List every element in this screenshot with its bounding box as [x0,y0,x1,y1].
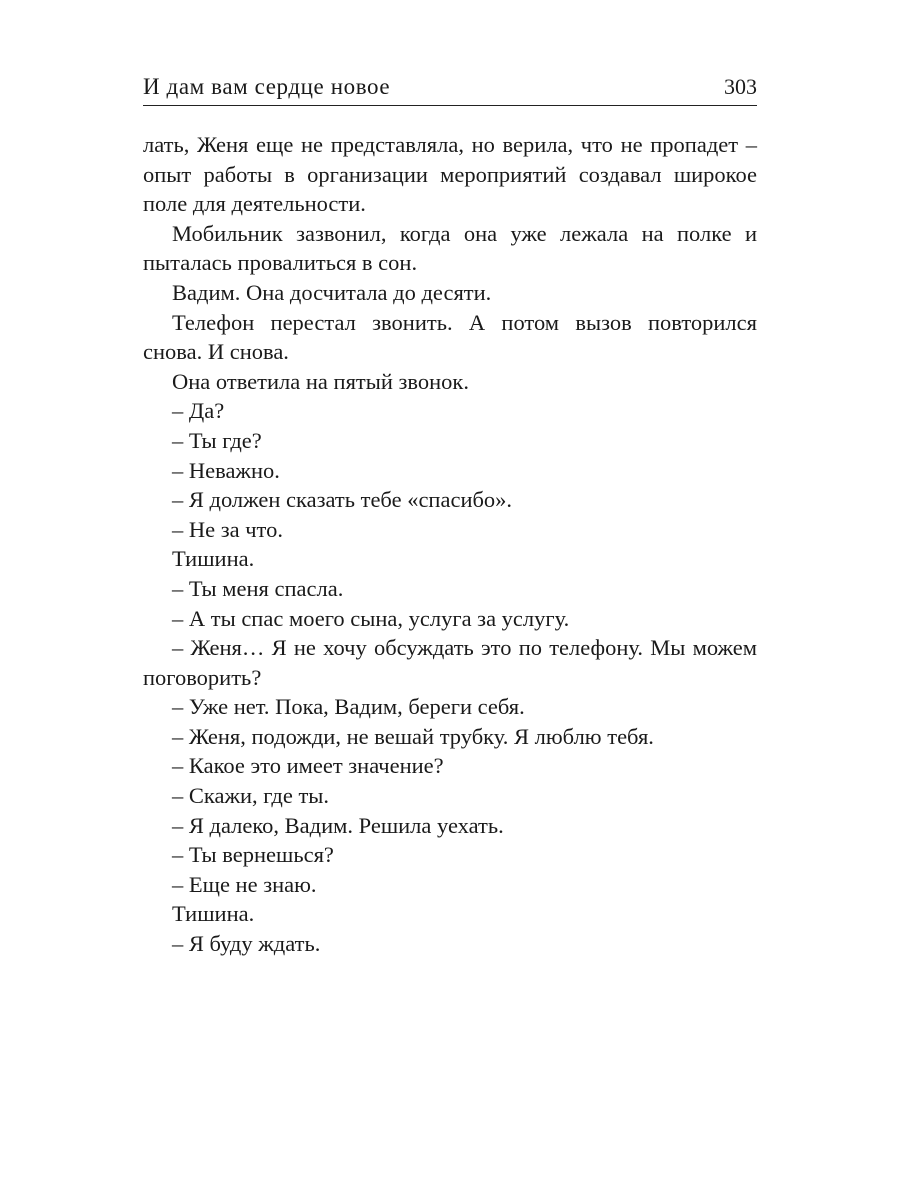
dialogue-line: – Да? [172,398,225,424]
dialogue-line: – Скажи, где ты. [172,783,330,809]
dialogue-line: – Уже нет. Пока, Вадим, береги себя. [172,694,525,720]
paragraph: Тишина. [172,901,255,927]
paragraph-continuation: лать, Женя еще не представляла, но верила, что не пропадет – опыт работы в организации мероприятий создавал широкое поле для деятельности. [143,132,757,217]
dialogue-line: – Я должен сказать тебе «спасибо». [172,487,513,513]
paragraph: Тишина. [172,546,255,572]
dialogue-line: – Я далеко, Вадим. Решила уехать. [172,812,504,838]
book-title: И дам вам сердце новое [143,74,391,99]
dialogue-line: – Ты вернешься? [172,842,334,868]
dialogue-line: – Какое это имеет значение? [172,753,444,779]
page-number: 303 [724,74,757,99]
paragraph: Она ответила на пятый звонок. [172,368,469,394]
paragraph: Мобильник зазвонил, когда она уже лежала на полке и пыталась провалиться в сон. [143,220,757,276]
dialogue-line: – Ты где? [172,427,262,453]
body-text [143,130,757,959]
dialogue-line: – Неважно. [172,457,280,483]
dialogue-line: – Ты меня спасла. [172,575,344,601]
running-head [143,68,757,100]
dialogue-line: – Женя… Я не хочу обсуждать это по телефону. Мы можем поговорить? [143,635,757,690]
dialogue-line: – Женя, подожди, не вешай трубку. Я люблю тебя. [172,723,654,749]
paragraph: Телефон перестал звонить. А потом вызов повторился снова. И снова. [143,309,757,365]
dialogue-line: – А ты спас моего сына, услуга за услугу. [172,605,570,631]
dialogue-line: – Я буду ждать. [172,931,321,957]
paragraph: Вадим. Она досчитала до десяти. [172,279,492,305]
dialogue-line: – Еще не знаю. [172,871,317,897]
dialogue-line: – Не за что. [172,516,283,542]
header-rule [143,105,757,106]
